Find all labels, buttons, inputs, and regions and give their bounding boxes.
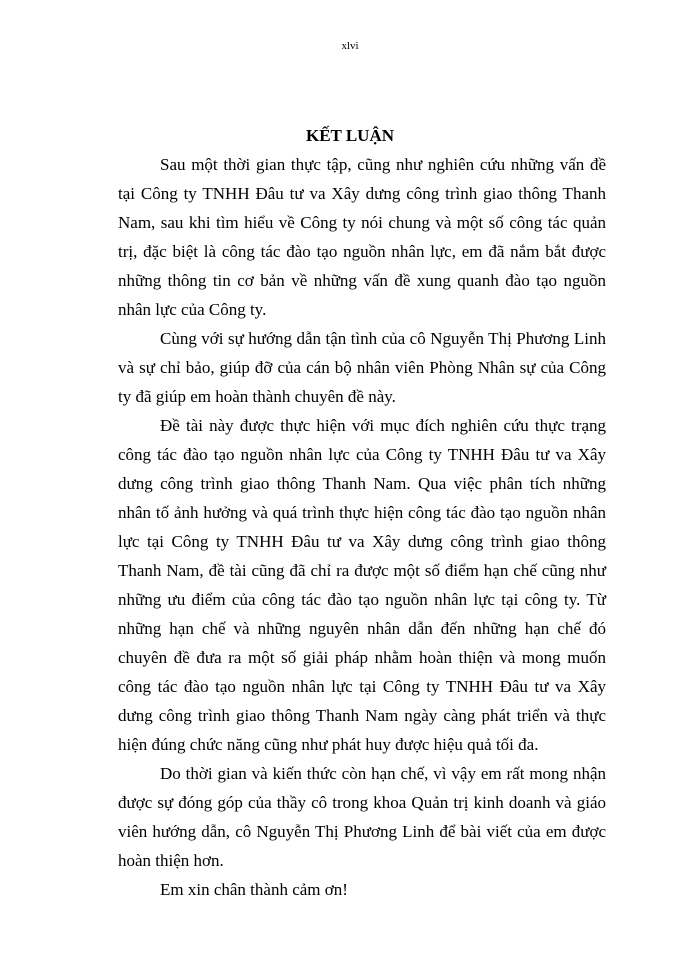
document-body	[118, 150, 606, 904]
paragraph-limitations: Do thời gian và kiến thức còn hạn chế, vì vậy em rất mong nhận được sự đóng góp của thầy cô trong khoa Quản trị kinh doanh và giáo viên hướng dẫn, cô Nguyễn Thị Phương Linh để bài viết của em được hoàn thiện hơn.	[118, 764, 606, 870]
paragraph-summary: Đề tài này được thực hiện với mục đích nghiên cứu thực trạng công tác đào tạo nguồn nhân lực của Công ty TNHH Đâu tư va Xây dưng công trình giao thông Thanh Nam. Qua việc phân tích những nhân tố ảnh hưởng và quá trình thực hiện công tác đào tạo nguồn nhân lực tại Công ty TNHH Đâu tư va Xây dưng công trình giao thông Thanh Nam, đề tài cũng đã chỉ ra được một số điểm hạn chế cũng như những ưu điểm của công tác đào tạo nguồn nhân lực tại công ty. Từ những hạn chế và những nguyên nhân dẫn đến những hạn chế đó chuyên đề đưa ra một số giải pháp nhằm hoàn thiện và mong muốn công tác đào tạo nguồn nhân lực tại Công ty TNHH Đâu tư va Xây dưng công trình giao thông Thanh Nam ngày càng phát triển và thực hiện đúng chức năng cũng như phát huy được hiệu quả tối đa.	[118, 416, 606, 754]
paragraph-thanks: Em xin chân thành cảm ơn!	[160, 880, 348, 899]
paragraph-acknowledgement: Cùng với sự hướng dẫn tận tình của cô Nguyễn Thị Phương Linh và sự chỉ bảo, giúp đỡ của cán bộ nhân viên Phòng Nhân sự của Công ty đã giúp em hoàn thành chuyên đề này.	[118, 329, 606, 406]
paragraph-introduction: Sau một thời gian thực tập, cũng như nghiên cứu những vấn đề tại Công ty TNHH Đâu tư va Xây dưng công trình giao thông Thanh Nam, sau khi tìm hiểu về Công ty nói chung và một số công tác quản trị, đặc biệt là công tác đào tạo nguồn nhân lực, em đã nắm bắt được những thông tin cơ bản về những vấn đề xung quanh đào tạo nguồn nhân lực của Công ty.	[118, 155, 606, 319]
page-title: KẾT LUẬN	[305, 126, 394, 145]
page-number: xlvi	[341, 40, 359, 52]
